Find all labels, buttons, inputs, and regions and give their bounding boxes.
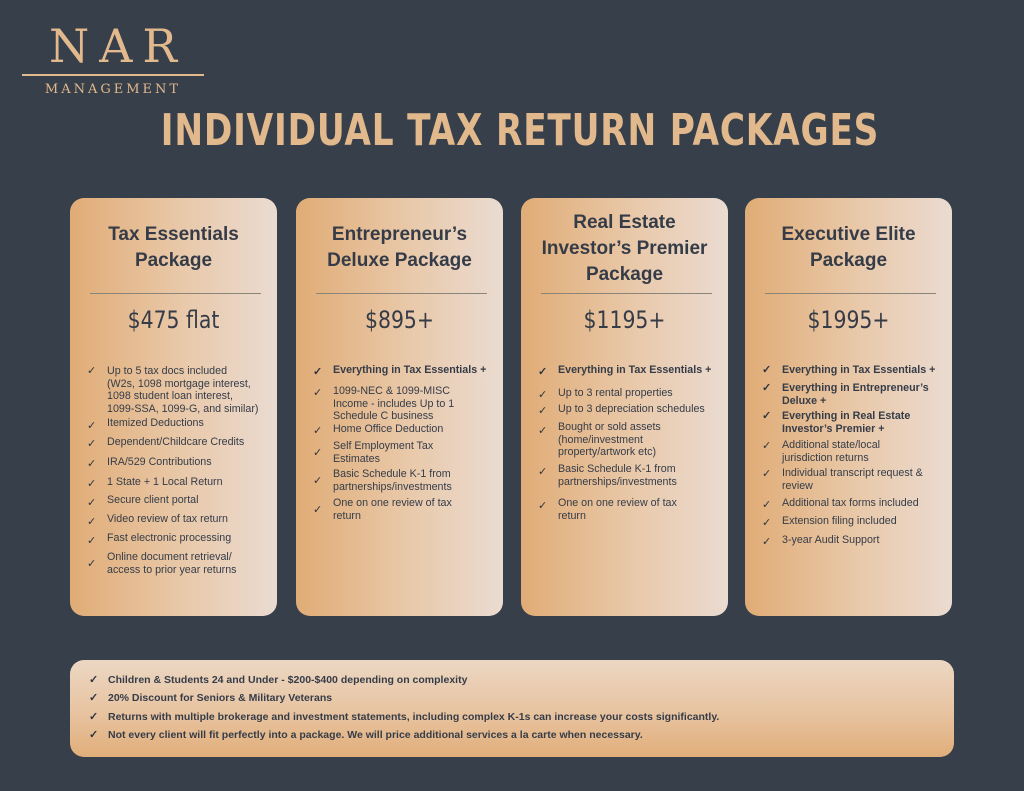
feature-text: One on one review of tax: [558, 497, 677, 509]
logo-divider: [22, 74, 204, 76]
feature-text: Secure client portal: [107, 494, 199, 506]
note-text: 20% Discount for Seniors & Military Veterans: [108, 692, 333, 704]
feature-item: [763, 534, 939, 547]
check-icon: ✓: [87, 516, 97, 528]
divider: [541, 293, 712, 294]
feature-text: Investor’s Premier +: [782, 422, 885, 435]
feature-item: [763, 515, 939, 528]
brand-logo: [22, 19, 204, 98]
feature-text: Everything in Tax Essentials +: [333, 364, 487, 376]
check-icon: ✓: [313, 447, 323, 459]
note-item: [89, 674, 467, 687]
feature-text: review: [782, 479, 813, 492]
check-icon: ✓: [313, 366, 323, 378]
feature-text: 1099-SSA, 1099-G, and similar): [107, 402, 259, 415]
notes-panel: [70, 660, 954, 757]
check-icon: ✓: [538, 389, 548, 401]
note-item: [89, 711, 719, 724]
package-title-line: Package: [585, 264, 664, 285]
feature-item: [88, 476, 264, 489]
check-icon: ✓: [87, 535, 97, 547]
check-icon: ✓: [762, 468, 772, 480]
feature-text: Basic Schedule K-1 from: [333, 468, 451, 480]
package-card-executive-elite: [745, 198, 952, 616]
divider: [90, 293, 261, 294]
note-text: Not every client will fit perfectly into a package. We will price additional services a la carte when necessary.: [108, 729, 643, 741]
feature-item: [88, 513, 264, 526]
package-title-line: Real Estate: [573, 212, 676, 233]
divider: [316, 293, 487, 294]
feature-text: Deluxe +: [782, 394, 827, 407]
package-price: $1195+: [583, 306, 666, 334]
note-text: Returns with multiple brokerage and investment statements, including complex K-1s can increase your costs significantly.: [108, 711, 720, 723]
package-price: $895+: [364, 306, 435, 334]
feature-item: [314, 385, 490, 423]
feature-text: Schedule C business: [333, 410, 434, 422]
feature-item: [763, 364, 939, 377]
check-icon: ✓: [89, 729, 99, 741]
check-icon: ✓: [538, 425, 548, 437]
feature-text: (W2s, 1098 mortgage interest,: [107, 377, 251, 390]
feature-text: partnerships/investments: [558, 475, 677, 488]
feature-item: [314, 364, 490, 377]
feature-item: [88, 494, 264, 507]
feature-item: [88, 365, 264, 415]
feature-text: Itemized Deductions: [107, 417, 204, 429]
check-icon: ✓: [762, 410, 772, 422]
feature-text: Up to 3 depreciation schedules: [558, 403, 705, 415]
feature-text: partnerships/investments: [333, 480, 452, 493]
note-item: [89, 692, 332, 705]
check-icon: ✓: [313, 425, 323, 437]
feature-text: return: [558, 509, 586, 522]
feature-text: 1098 student loan interest,: [107, 390, 233, 402]
check-icon: ✓: [762, 382, 772, 394]
feature-item: [314, 468, 490, 493]
feature-item: [763, 467, 939, 492]
feature-item: [763, 382, 939, 407]
check-icon: ✓: [87, 478, 97, 490]
feature-text: Everything in Real Estate: [782, 410, 911, 422]
feature-text: Everything in Tax Essentials +: [558, 364, 712, 376]
feature-item: [88, 532, 264, 545]
check-icon: ✓: [762, 499, 772, 511]
check-icon: ✓: [87, 365, 97, 377]
feature-text: return: [333, 509, 361, 522]
check-icon: ✓: [538, 500, 548, 512]
logo-subtitle: MANAGEMENT: [44, 82, 182, 97]
check-icon: ✓: [762, 517, 772, 529]
feature-text: (home/investment: [558, 433, 643, 446]
feature-text: Additional tax forms included: [782, 497, 919, 509]
check-icon: ✓: [89, 692, 99, 704]
feature-text: Basic Schedule K-1 from: [558, 463, 676, 475]
check-icon: ✓: [538, 405, 548, 417]
check-icon: ✓: [313, 387, 323, 399]
feature-text: 3-year Audit Support: [782, 534, 880, 546]
feature-text: 1099-NEC & 1099-MISC: [333, 385, 451, 397]
feature-item: [763, 439, 939, 464]
feature-text: 1 State + 1 Local Return: [107, 476, 223, 488]
feature-item: [88, 417, 264, 430]
package-title-line: Package: [134, 250, 213, 271]
feature-text: property/artwork etc): [558, 446, 656, 458]
package-title: [745, 222, 952, 274]
check-icon: ✓: [87, 458, 97, 470]
package-title-line: Investor’s Premier: [541, 238, 708, 259]
feature-text: Income - includes Up to 1: [333, 397, 455, 410]
logo-wordmark: NAR: [48, 19, 188, 73]
check-icon: ✓: [87, 420, 97, 432]
feature-item: [314, 423, 490, 436]
feature-text: Dependent/Childcare Credits: [107, 436, 245, 448]
feature-item: [539, 463, 715, 488]
package-card-tax-essentials: [70, 198, 277, 616]
feature-text: Up to 3 rental properties: [558, 387, 673, 399]
feature-text: Extension filing included: [782, 515, 897, 527]
check-icon: ✓: [89, 711, 99, 723]
package-title: [296, 222, 503, 274]
package-card-real-estate-investors-premier: [521, 198, 728, 616]
package-title: [521, 210, 728, 288]
check-icon: ✓: [762, 440, 772, 452]
feature-text: Video review of tax return: [107, 513, 228, 525]
feature-item: [88, 551, 264, 576]
feature-text: One on one review of tax: [333, 497, 452, 509]
feature-item: [539, 387, 715, 400]
package-card-entrepreneurs-deluxe: [296, 198, 503, 616]
feature-item: [539, 421, 715, 459]
feature-text: Self Employment Tax: [333, 440, 434, 452]
feature-text: IRA/529 Contributions: [107, 456, 212, 468]
feature-text: Up to 5 tax docs included: [107, 365, 228, 377]
check-icon: ✓: [89, 674, 99, 686]
feature-text: Everything in Entrepreneur’s: [782, 382, 929, 394]
package-title-line: Executive Elite: [781, 224, 916, 245]
feature-text: Additional state/local: [782, 439, 881, 451]
feature-text: Everything in Tax Essentials +: [782, 364, 936, 376]
page-title: INDIVIDUAL TAX RETURN PACKAGES: [160, 105, 880, 156]
package-title-line: Tax Essentials: [108, 224, 239, 245]
check-icon: ✓: [538, 466, 548, 478]
package-title-line: Deluxe Package: [327, 250, 472, 271]
feature-text: Estimates: [333, 452, 380, 465]
feature-text: Bought or sold assets: [558, 421, 661, 433]
feature-item: [314, 497, 490, 522]
package-price: $475 flat: [127, 306, 220, 334]
feature-text: jurisdiction returns: [782, 451, 869, 464]
check-icon: ✓: [762, 536, 772, 548]
note-text: Children & Students 24 and Under - $200-$400 depending on complexity: [108, 674, 468, 686]
feature-item: [539, 497, 715, 522]
feature-item: [539, 364, 715, 377]
check-icon: ✓: [87, 497, 97, 509]
feature-item: [88, 456, 264, 469]
feature-text: Home Office Deduction: [333, 423, 444, 435]
feature-text: access to prior year returns: [107, 563, 237, 576]
check-icon: ✓: [313, 475, 323, 487]
feature-text: Individual transcript request &: [782, 467, 923, 479]
check-icon: ✓: [762, 364, 772, 376]
feature-item: [763, 410, 939, 435]
package-title-line: Entrepreneur’s: [331, 224, 468, 245]
package-title: [70, 222, 277, 274]
feature-item: [763, 497, 939, 510]
feature-item: [539, 403, 715, 416]
package-price: $1995+: [807, 306, 890, 334]
check-icon: ✓: [538, 366, 548, 378]
note-item: [89, 729, 643, 742]
feature-item: [88, 436, 264, 449]
divider: [765, 293, 936, 294]
check-icon: ✓: [313, 504, 323, 516]
feature-item: [314, 440, 490, 465]
feature-text: Online document retrieval/: [107, 551, 232, 563]
check-icon: ✓: [87, 558, 97, 570]
package-title-line: Package: [809, 250, 888, 271]
check-icon: ✓: [87, 438, 97, 450]
feature-text: Fast electronic processing: [107, 532, 232, 544]
